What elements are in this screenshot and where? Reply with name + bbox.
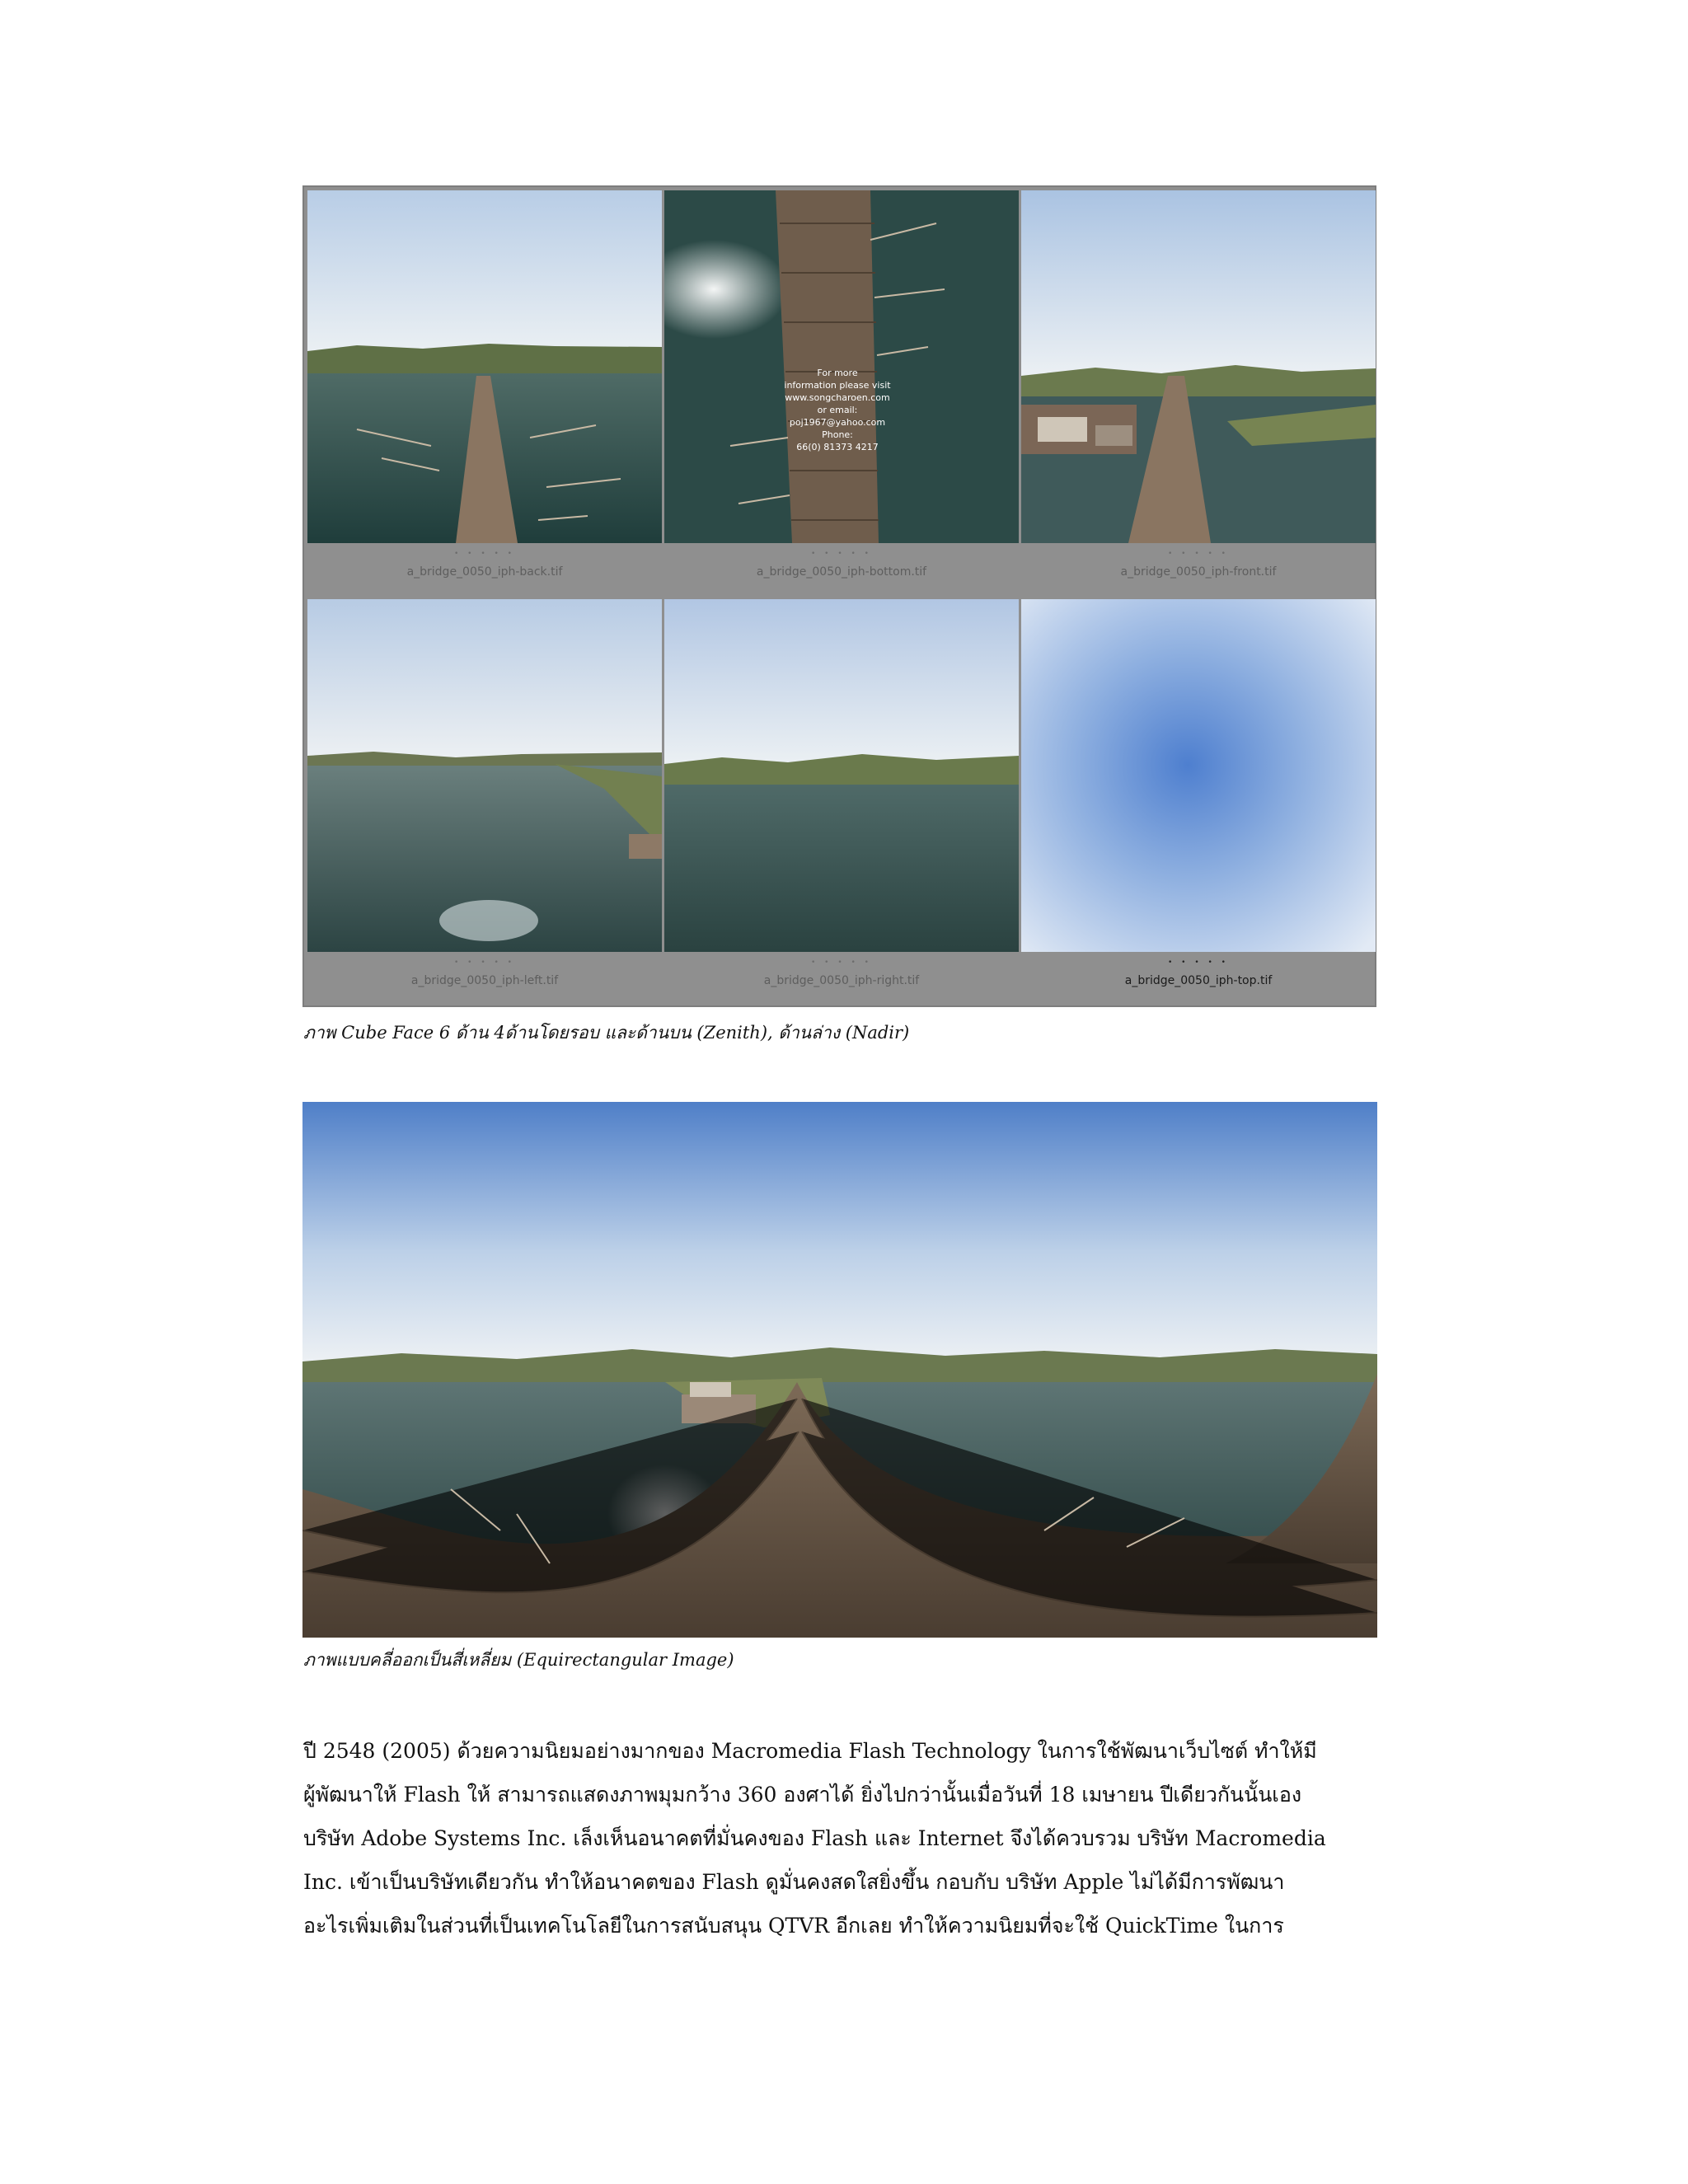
body-paragraph bbox=[303, 1729, 1391, 1947]
cube-face-filename: a_bridge_0050_iph-right.tif bbox=[763, 974, 920, 987]
body-line: Inc. เข้าเป็นบริษัทเดียวกัน ทำให้อนาคตของ Flash ดูมั่นคงสดใสยิ่งขึ้น กอบกับ บริษัท Apple ไม่ได้มีการพัฒนา bbox=[303, 1870, 1285, 1894]
bottom-overlay-line2: information please visit bbox=[784, 380, 891, 391]
bottom-overlay-line5: poj1967@yahoo.com bbox=[789, 417, 886, 428]
cube-face-filename: a_bridge_0050_iph-bottom.tif bbox=[756, 565, 927, 579]
equirectangular-panorama-image bbox=[302, 1102, 1377, 1638]
cube-face-caption: ภาพ Cube Face 6 ด้าน 4ด้านโดยรอบ และด้านบน (Zenith), ด้านล่าง (Nadir) bbox=[303, 1023, 910, 1043]
cube-face-top[interactable] bbox=[1021, 599, 1376, 1008]
cube-face-dots: • • • • • bbox=[1168, 958, 1229, 967]
cube-face-front-image bbox=[1021, 190, 1376, 543]
cube-face-dots: • • • • • bbox=[811, 550, 872, 558]
cube-face-left-image bbox=[307, 599, 662, 952]
bottom-overlay-line7: 66(0) 81373 4217 bbox=[796, 442, 879, 452]
bottom-overlay-line4: or email: bbox=[817, 405, 858, 415]
bottom-overlay-line3: www.songcharoen.com bbox=[785, 392, 890, 403]
body-line: ผู้พัฒนาให้ Flash ให้ สามารถแสดงภาพมุมกว้าง 360 องศาได้ ยิ่งไปกว่านั้นเมื่อวันที่ 18 เมษายน ปีเดียวกันนั้นเอง bbox=[303, 1783, 1302, 1807]
bottom-overlay-line1: For more bbox=[817, 368, 858, 378]
panorama-caption: ภาพแบบคลี่ออกเป็นสี่เหลี่ยม (Equirectangular Image) bbox=[303, 1650, 734, 1670]
cube-face-filename: a_bridge_0050_iph-left.tif bbox=[410, 974, 559, 987]
cube-face-right[interactable] bbox=[664, 599, 1019, 1008]
cube-face-back[interactable] bbox=[307, 190, 662, 599]
cube-face-left[interactable] bbox=[307, 599, 662, 1008]
cube-face-dots: • • • • • bbox=[811, 958, 872, 967]
cube-face-front[interactable] bbox=[1021, 190, 1376, 599]
body-line: ปี 2548 (2005) ด้วยความนิยมอย่างมากของ Macromedia Flash Technology ในการใช้พัฒนาเว็บไซต์ ทำให้มี bbox=[303, 1739, 1317, 1763]
cube-face-right-image bbox=[664, 599, 1019, 952]
cube-face-top-image bbox=[1021, 599, 1376, 952]
cube-face-filename: a_bridge_0050_iph-top.tif bbox=[1124, 974, 1273, 987]
body-line: บริษัท Adobe Systems Inc. เล็งเห็นอนาคตที่มั่นคงของ Flash และ Internet จึงได้ควบรวม บริษัท Macromedia bbox=[303, 1826, 1326, 1850]
cube-face-dots: • • • • • bbox=[454, 550, 515, 558]
cube-face-dots: • • • • • bbox=[1168, 550, 1229, 558]
body-line: อะไรเพิ่มเติมในส่วนที่เป็นเทคโนโลยีในการสนับสนุน QTVR อีกเลย ทำให้ความนิยมที่จะใช้ QuickTime ในการ bbox=[303, 1914, 1284, 1938]
cube-face-bottom-image bbox=[664, 190, 1019, 543]
cube-face-bottom[interactable] bbox=[664, 190, 1019, 599]
cube-face-back-image bbox=[307, 190, 662, 543]
cube-face-filename: a_bridge_0050_iph-back.tif bbox=[406, 565, 563, 579]
cube-face-filename: a_bridge_0050_iph-front.tif bbox=[1120, 565, 1277, 579]
cube-face-contact-sheet bbox=[302, 185, 1376, 1007]
cube-face-dots: • • • • • bbox=[454, 958, 515, 967]
bottom-overlay-line6: Phone: bbox=[822, 429, 853, 440]
